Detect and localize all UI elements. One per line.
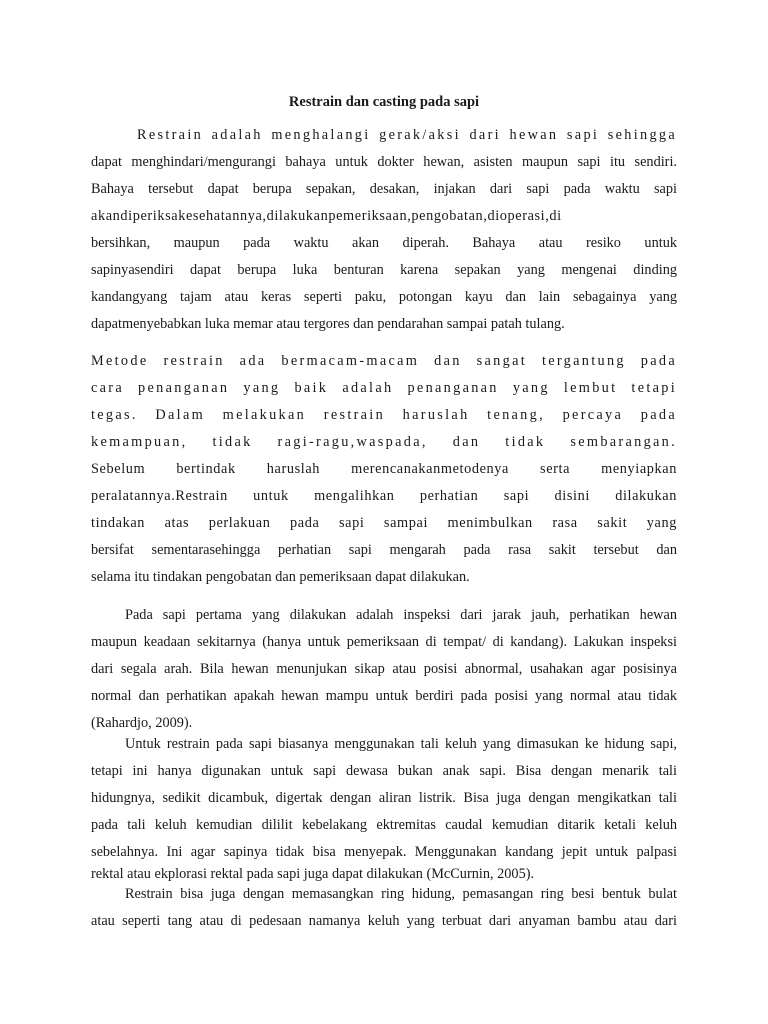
- paragraph-1-line-5: bersihkan, maupun pada waktu akan diperah. Bahaya atau resiko untuk: [91, 235, 677, 251]
- paragraph-5-line-2: atau seperti tang atau di pedesaan namanya keluh yang terbuat dari anyaman bambu atau dari: [91, 913, 677, 929]
- paragraph-2-line-9: selama itu tindakan pengobatan dan pemeriksaan dapat dilakukan.: [91, 569, 470, 585]
- paragraph-3-line-2: maupun keadaan sekitarnya (hanya untuk pemeriksaan di tempat/ di kandang). Lakukan inspeksi: [91, 634, 677, 650]
- paragraph-2-line-2: cara penanganan yang baik adalah penanganan yang lembut tetapi: [91, 380, 677, 396]
- paragraph-2-line-5: Sebelum bertindak haruslah merencanakanmetodenya serta menyiapkan: [91, 461, 677, 477]
- paragraph-1-line-4: akandiperiksakesehatannya,dilakukanpemeriksaan,pengobatan,dioperasi,di: [91, 208, 562, 224]
- paragraph-4-line-6: rektal atau ekplorasi rektal pada sapi juga dapat dilakukan (McCurnin, 2005).: [91, 866, 535, 882]
- paragraph-2-line-6: peralatannya.Restrain untuk mengalihkan perhatian sapi disini dilakukan: [91, 488, 677, 504]
- paragraph-3-line-4: normal dan perhatikan apakah hewan mampu untuk berdiri pada posisi yang normal atau tidak: [91, 688, 677, 704]
- paragraph-4-line-5: sebelahnya. Ini agar sapinya tidak bisa menyepak. Menggunakan kandang jepit untuk palpasi: [91, 844, 677, 860]
- paragraph-2-line-3: tegas. Dalam melakukan restrain haruslah tenang, percaya pada: [91, 407, 677, 423]
- paragraph-1-line-6: sapinyasendiri dapat berupa luka benturan karena sepakan yang mengenai dinding: [91, 262, 677, 278]
- paragraph-4-line-2: tetapi ini hanya digunakan untuk sapi dewasa bukan anak sapi. Bisa dengan menarik tali: [91, 763, 677, 779]
- paragraph-2-line-7: tindakan atas perlakuan pada sapi sampai menimbulkan rasa sakit yang: [91, 515, 677, 531]
- paragraph-4-line-3: hidungnya, sedikit dicambuk, digertak dengan aliran listrik. Bisa juga dengan mengikatkan tali: [91, 790, 677, 806]
- paragraph-5-line-1: Restrain bisa juga dengan memasangkan ring hidung, pemasangan ring besi bentuk bulat: [125, 886, 677, 902]
- paragraph-3-line-3: dari segala arah. Bila hewan menunjukan sikap atau posisi abnormal, usahakan agar posisinya: [91, 661, 677, 677]
- paragraph-3-line-1: Pada sapi pertama yang dilakukan adalah inspeksi dari jarak jauh, perhatikan hewan: [125, 607, 677, 623]
- paragraph-1-line-2: dapat menghindari/mengurangi bahaya untuk dokter hewan, asisten maupun sapi itu sendiri.: [91, 154, 677, 170]
- paragraph-1-line-1: Restrain adalah menghalangi gerak/aksi dari hewan sapi sehingga: [137, 127, 677, 143]
- paragraph-4-line-4: pada tali keluh kemudian dililit kebelakang ektremitas caudal kemudian ditarik ketali keluh: [91, 817, 677, 833]
- paragraph-2-line-8: bersifat sementarasehingga perhatian sapi mengarah pada rasa sakit tersebut dan: [91, 542, 677, 558]
- paragraph-1-line-8: dapatmenyebabkan luka memar atau tergores dan pendarahan sampai patah tulang.: [91, 316, 565, 332]
- paragraph-3-line-5: (Rahardjo, 2009).: [91, 715, 193, 731]
- paragraph-4-line-1: Untuk restrain pada sapi biasanya menggunakan tali keluh yang dimasukan ke hidung sapi,: [125, 736, 677, 752]
- paragraph-1-line-3: Bahaya tersebut dapat berupa sepakan, desakan, injakan dari sapi pada waktu sapi: [91, 181, 677, 197]
- paragraph-2-line-4: kemampuan, tidak ragi-ragu,waspada, dan tidak sembarangan.: [91, 434, 677, 450]
- paragraph-1-line-7: kandangyang tajam atau keras seperti paku, potongan kayu dan lain sebagainya yang: [91, 289, 677, 305]
- document-title: Restrain dan casting pada sapi: [288, 94, 480, 110]
- paragraph-2-line-1: Metode restrain ada bermacam-macam dan sangat tergantung pada: [91, 353, 677, 369]
